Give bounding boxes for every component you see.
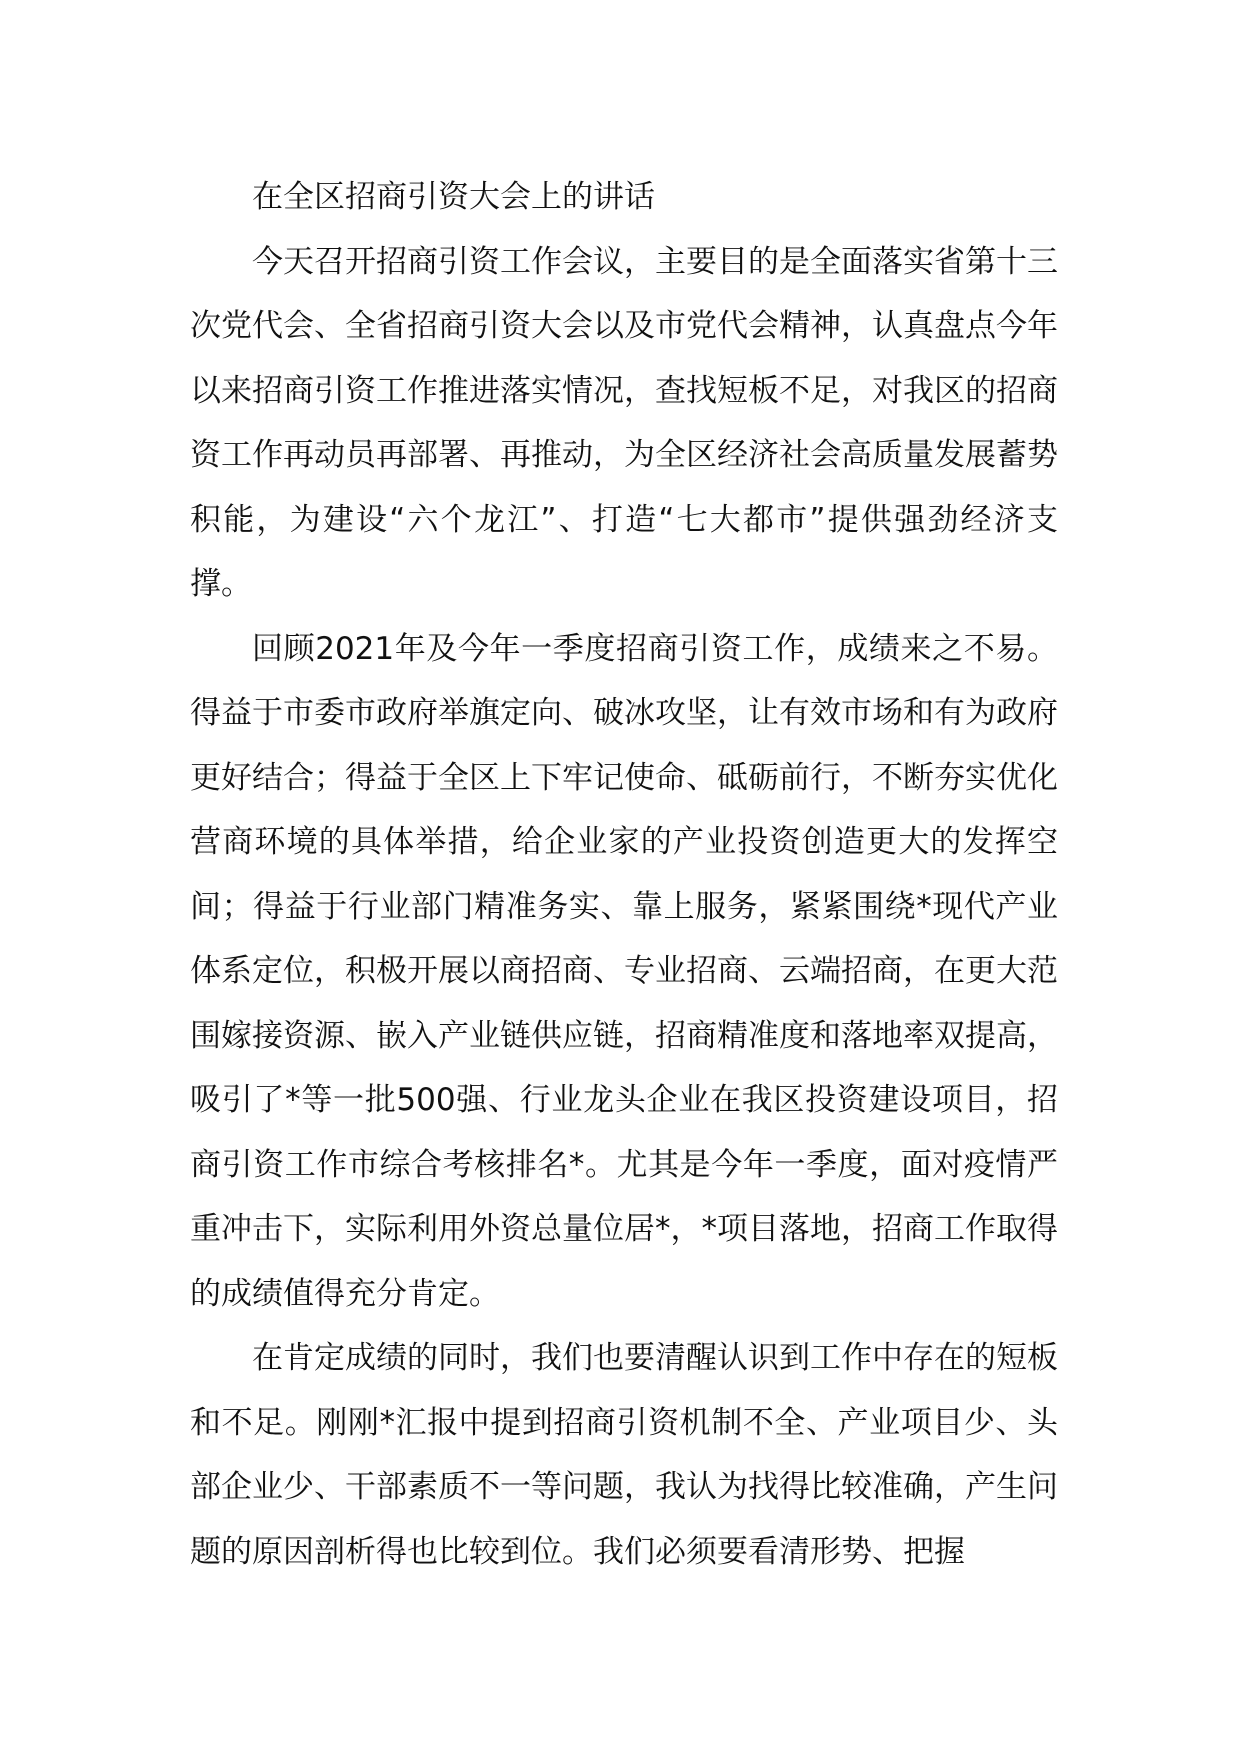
paragraph-shortcomings: 在肯定成绩的同时，我们也要清醒认识到工作中存在的短板和不足。刚刚*汇报中提到招商引资机制不全、产业项目少、头部企业少、干部素质不一等问题，我认为找得比较准确，产生问题的原因剖析得也比较到位。我们必须要看清形势、把握	[190, 1340, 1058, 1570]
document-page	[190, 165, 1058, 1584]
paragraph-review: 回顾2021年及今年一季度招商引资工作，成绩来之不易。得益于市委市政府举旗定向、破冰攻坚，让有效市场和有为政府更好结合；得益于全区上下牢记使命、砥砺前行，不断夯实优化营商环境的具体举措，给企业家的产业投资创造更大的发挥空间；得益于行业部门精准务实、靠上服务，紧紧围绕*现代产业体系定位，积极开展以商招商、专业招商、云端招商，在更大范围嫁接资源、嵌入产业链供应链，招商精准度和落地率双提高，吸引了*等一批500强、行业龙头企业在我区投资建设项目，招商引资工作市综合考核排名*。尤其是今年一季度，面对疫情严重冲击下，实际利用外资总量位居*，*项目落地，招商工作取得的成绩值得充分肯定。	[190, 630, 1058, 1312]
document-title: 在全区招商引资大会上的讲话	[252, 179, 655, 215]
paragraph-opening: 今天召开招商引资工作会议，主要目的是全面落实省第十三次党代会、全省招商引资大会以及市党代会精神，认真盘点今年以来招商引资工作推进落实情况，查找短板不足，对我区的招商资工作再动员再部署、再推动，为全区经济社会高质量发展蓄势积能，为建设“六个龙江”、打造“七大都市”提供强劲经济支撑。	[190, 243, 1058, 602]
